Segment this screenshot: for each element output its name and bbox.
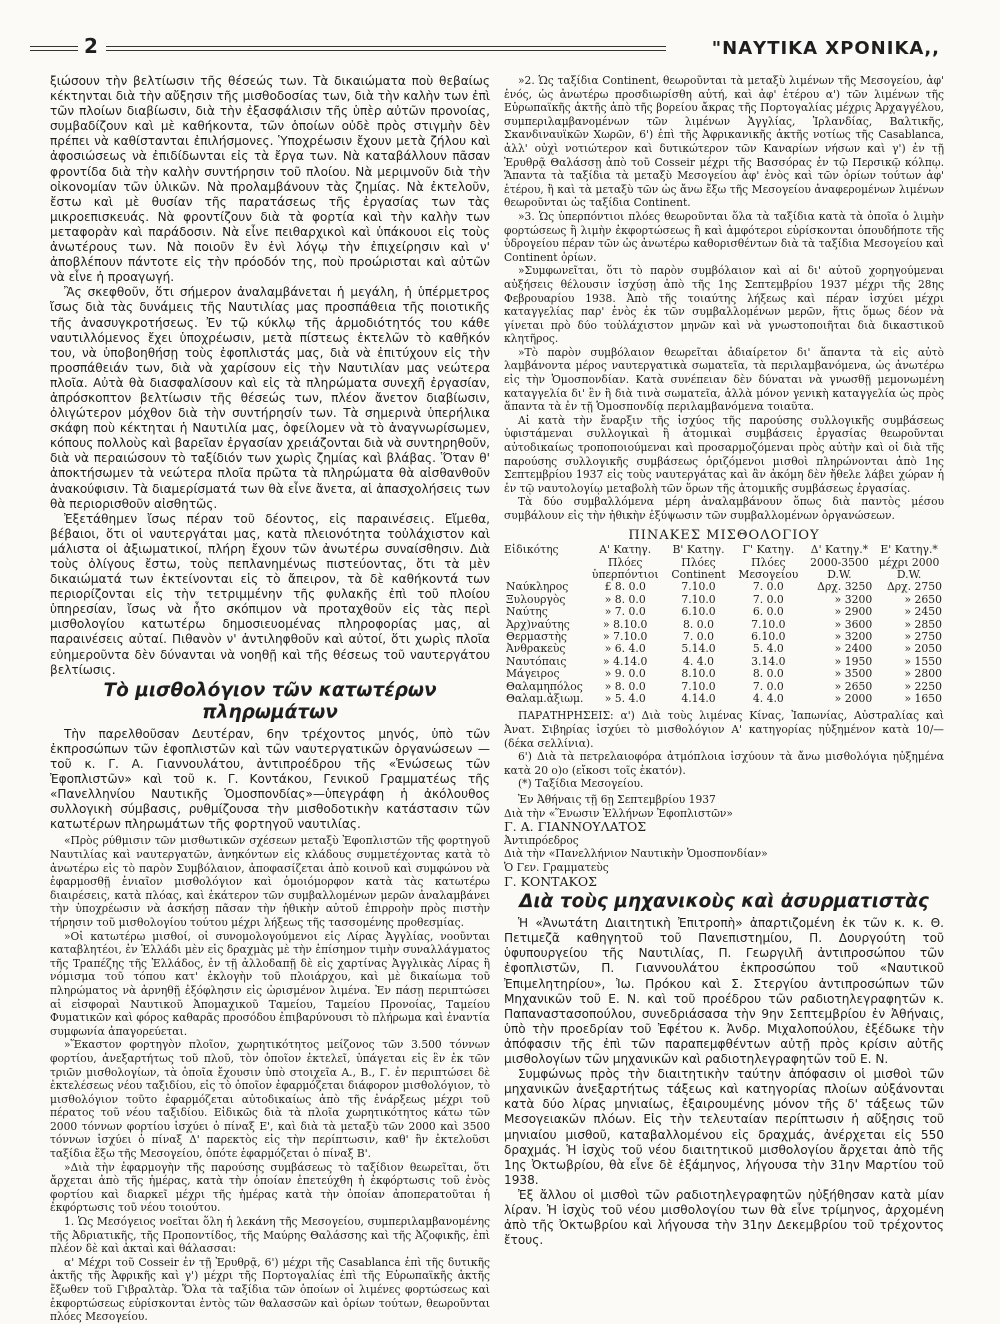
paragraph: »Τὸ παρὸν συμβόλαιον θεωρεῖται ἀδιαίρετον δι' ἅπαντα τὰ εἰς αὐτὸ λαμβάνοντα μέρος ναυτεργατικὰ σωματεῖα, τὰ περιλαμβανόμενα, ὡς ἀνωτέρω εἰς τὴν Ὁμοσπονδίαν. Κατὰ συνέπειαν δὲν δύναται νὰ γνωσθῇ μεμονωμένη καταγγελία δι' ἓν ἢ διὰ τινὰ σωματεῖα, ἀλλὰ μόνον γενικὴ καταγγελία ὡς πρὸς ἅπαντα τὰ ἐν τῇ Ὁμοσπονδίᾳ περιλαμβανόμενα τοιαῦτα. <box>504 345 944 414</box>
table-cell: 7. 0.0 <box>683 630 714 644</box>
header-rule-left <box>30 46 78 51</box>
table-cell: » 2250 <box>904 679 942 693</box>
table-cell: » 1550 <box>904 654 942 668</box>
paragraph: Ἂς σκεφθοῦν, ὅτι σήμερον ἀναλαμβάνεται ἡ μεγάλη, ἡ ὑπέρμετρος ἴσως διὰ τὰς δυνάμεις τῆς Ναυτιλίας μας προσπάθεια τῆς ποιοτικῆς τῆς ἀνασυγκροτήσεως. Ἐν τῷ κύκλῳ τῆς ἁρμοδιότητός του κάθε ναυτιλλόμενος ἔχει ὑποχρέωσιν, μετὰ πίστεως ἐκτελῶν τὸ καθῆκόν του, νὰ ὑποβοηθήσῃ τοὺς ἐφοπλιστάς μας, διὰ νὰ ἐπιτύχουν εἰς τὴν προσπάθειάν των, διὰ νὰ χαρίσουν εἰς τὴν Ναυτιλίαν μας νεώτερα πλοῖα. Αὐτὰ θὰ διασφαλίσουν καὶ εἰς τὰ πληρώματα συνεχῆ ἐργασίαν, ἀπρόσκοπτον βελτίωσιν τῆς θέσεώς των, πλέον ἄνετον διαβίωσιν, ὀλιγώτερον μόχθον διὰ τὴν συντήρησίν των. Τὰ σημερινὰ ὑπερήλικα σκάφη ποὺ κέκτηται ἡ Ναυτιλία μας, ὀφείλομεν νὰ τὸ ἀναγνωρίσωμεν, κόπους πολλοὺς καὶ βαρεῖαν ἐργασίαν χρειάζονται διὰ νὰ συντηρηθοῦν, διὰ νὰ περαιώσουν τὸ ταξίδιόν των χωρὶς ζημίας καὶ βλάβας. Ὅταν θ' ἀποκτήσωμεν τὰ νεώτερα πλοῖα πρῶτα τὰ πληρώματα θὰ αἰσθανθοῦν ἀνακούφισιν. Τὰ διαμερίσματά των θὰ εἶνε ἄνετα, αἱ ἀπασχολήσεις των θὰ περιορισθοῦν αἰσθητῶς. <box>50 285 490 511</box>
table-cell: » 3200 <box>834 592 873 606</box>
table-cell: 8. 0.0 <box>683 617 714 631</box>
table-cell: » 3200 <box>834 630 873 644</box>
column-header: Εἰδικότης <box>504 543 559 557</box>
table-cell: Δρχ. 3250 <box>817 580 873 594</box>
table-row <box>504 606 944 618</box>
paragraph: 1. Ὡς Μεσόγειος νοεῖται ὅλη ἡ λεκάνη τῆς Μεσογείου, συμπεριλαμβανομένης τῆς Ἀδριατικῆς, τῆς Προποντίδος, τῆς Μαύρης Θαλάσσης καὶ τῆς Ἀζοφικῆς, ἐπὶ πλέον δὲ καὶ ἀκταὶ καὶ θάλασσαι: <box>50 1215 490 1256</box>
paragraph: »2. Ὡς ταξίδια Continent, θεωροῦνται τὰ μεταξὺ λιμένων τῆς Μεσογείου, ἀφ' ἑνός, ὡς ἀνωτέρω προσδιωρίσθη αὐτή, καὶ ἀφ' ἑτέρου α') τῶν λιμένων τῆς Εὐρωπαϊκῆς ἀκτῆς ἀπὸ τῆς βορείου ἄκρας τῆς Πορτογαλίας μέχρις Ἀρχαγγέλου, συμπεριλαμβανομένων τῶν λιμένων Ἀγγλίας, Ἰρλανδίας, Βαλτικῆς, Σκανδιναυϊκῶν Χωρῶν, 6') ἐπὶ τῆς Ἀφρικανικῆς ἀκτῆς νοτίως τῆς Casablanca, ἀλλ' οὐχὶ νοτιώτερον καὶ δυτικώτερον τῶν Καναρίων νήσων καὶ γ') ἐν τῇ Ἐρυθρᾷ Θαλάσσῃ ἀπὸ τοῦ Cosseir μέχρι τῆς Βασσόρας ἐν τῷ Περσικῷ κόλπῳ. Ἅπαντα τὰ ταξίδια τὰ μεταξὺ Μεσογείου ἀφ' ἑνὸς καὶ τῶν ὁρίων τούτων ἀφ' ἑτέρου, ἢ καὶ τὰ μεταξὺ τῶν ὡς ἄνω ἔξω τῆς Μεσογείου ἀναφερομένων λιμένων θεωροῦνται ὡς ταξίδια Continent. <box>504 74 944 210</box>
column-header: Β' Κατηγ. Πλόες Continent <box>671 543 726 581</box>
table-cell: » 4.14.0 <box>603 654 648 668</box>
table-row <box>504 631 944 643</box>
table-cell: » 2050 <box>904 642 942 656</box>
table-cell: 7.10.0 <box>681 679 716 693</box>
paragraph: Συμφώνως πρὸς τὴν διαιτητικὴν ταύτην ἀπόφασιν οἱ μισθοὶ τῶν μηχανικῶν ἀνεξαρτήτως τάξεως καὶ κατηγορίας πλοίων αὐξάνονται κατὰ δύο λίρας μηνιαίως, ἐξαιρουμένης μόνον τῆς δ' τάξεως τῶν Μεσογειακῶν πλόων. Εἰς τὴν τελευταίαν περίπτωσιν ἡ αὔξησις τοῦ μηνιαίου μισθοῦ, καταβαλλομένου εἰς δραχμάς, ἀνέρχεται εἰς 550 δραχμάς. Ἡ ἰσχὺς τοῦ νέου διαιτητικοῦ μισθολογίου ἄρχεται ἀπὸ τῆς 1ης Ὀκτωβρίου, θὰ εἶνε δὲ ἑξάμηνος, λήγουσα τὴν 31ην Μαρτίου τοῦ 1938. <box>504 1067 944 1187</box>
paragraph: »Συμφωνεῖται, ὅτι τὸ παρὸν συμβόλαιον καὶ αἱ δι' αὐτοῦ χορηγούμεναι αὐξήσεις θέλουσιν ἰσχύσῃ ἀπὸ τῆς 1ης Σεπτεμβρίου 1937 μέχρι τῆς 28ης Φεβρουαρίου 1938. Ἀπὸ τῆς τοιαύτης λήξεως καὶ πέραν ἰσχύει μέχρι καταγγελίας παρ' ἑνὸς ἐκ τῶν συμβαλλομένων μερῶν, ἥτις ὅμως δέον νὰ γίνεται πρὸ δύο τοὐλάχιστον μηνῶν καὶ νὰ γνωστοποιῆται διὰ δικαστικοῦ κλητῆρος. <box>504 264 944 346</box>
note: 6') Διὰ τὰ πετρελαιοφόρα ἀτμόπλοια ἰσχύουν τὰ ἄνω μισθολόγια ηὐξημένα κατὰ 20 ο)ο (εἴκοσι τοῖς ἑκατόν). <box>504 750 944 777</box>
table-row <box>504 693 944 705</box>
table-cell: 8.10.0 <box>681 667 716 681</box>
table-cell: » 1650 <box>904 692 942 706</box>
table-cell: Δρχ. 2750 <box>886 580 942 594</box>
table-cell: » 3600 <box>834 617 873 631</box>
table-cell-specialty: Ναύκληρος <box>506 580 569 594</box>
table-cell: » 8. 0.0 <box>604 592 646 606</box>
table-row <box>504 594 944 606</box>
agreement-text <box>50 834 490 1323</box>
table-cell-specialty: Ἀρχ)ναύτης <box>506 617 570 631</box>
paragraph: »Ἕκαστον φορτηγὸν πλοῖον, χωρητικότητος μείζονος τῶν 3.500 τόννων φορτίου, ἀνεξαρτήτως τοῦ πλοῦ, τὸν ὁποῖον ἐκτελεῖ, ὑπάγεται εἰς ἓν ἐκ τῶν τριῶν μισθολογίων, τὰ ὁποῖα ἔχουσιν ὑπὸ στοιχεῖα Α., Β., Γ. ἐν περιπτώσει δὲ ἐκτελέσεως νέου ταξιδίου, εἰς τὸ ὁποῖον ἐφαρμόζεται διάφορον μισθολόγιον, τὸ μισθολόγιον τοῦτο ἐφαρμόζεται αὐτοδικαίως ἀπὸ τῆς ἐνάρξεως μέχρι τοῦ πέρατος τοῦ νέου ταξιδίου. Εἰδικῶς διὰ τὰ πλοῖα χωρητικότητος κάτω τῶν 2000 τόννων φορτίου ἰσχύει ὁ πίναξ Ε', καὶ διὰ τὰ μεταξὺ τῶν 2000 καὶ 3500 τόννων ἰσχύει ὁ πίναξ Δ' παρεκτὸς εἰς τὴν περίπτωσιν, καθ' ἣν ἐκτελοῦσι ταξίδια ἔξω τῆς Μεσογείου, ὁπότε ἐφαρμόζεται ὁ πίναξ Β'. <box>50 1038 490 1161</box>
table-cell: £ 8. 0.0 <box>604 580 646 594</box>
right-column <box>504 74 944 1248</box>
table-cell: 6. 0.0 <box>752 605 784 619</box>
table-cell: » 7. 0.0 <box>604 605 646 619</box>
table-cell: 7.10.0 <box>751 617 786 631</box>
table-cell-specialty: Ξυλουργὸς <box>506 592 566 606</box>
paragraph: »Διὰ τὴν ἐφαρμογὴν τῆς παρούσης συμβάσεως τὸ ταξίδιον θεωρεῖται, ὅτι ἄρχεται ἀπὸ τῆς ἡμέρας, κατὰ τὴν ὁποίαν ἐπετεύχθη ἡ ἐκφόρτωσις τοῦ ἐνὸς φορτίου καὶ διαρκεῖ μέχρι τῆς ἡμέρας κατὰ τὴν ὁποίαν ἀποπερατοῦται ἡ ἐκφόρτωσις τοῦ νέου τοιούτου. <box>50 1160 490 1215</box>
table-cell: » 8.10.0 <box>603 617 648 631</box>
signature-role: Ἀντιπρόεδρος <box>504 833 579 847</box>
signatures <box>504 793 944 888</box>
table-cell: » 2900 <box>834 605 873 619</box>
table-cell: 7. 0.0 <box>752 592 784 606</box>
journal-title: "ΝΑΥΤΙΚΑ ΧΡΟΝΙΚΑ,, <box>711 38 940 59</box>
paragraph: Ἐξ ἄλλου οἱ μισθοὶ τῶν ραδιοτηλεγραφητῶν ηὐξήθησαν κατὰ μίαν λίραν. Ἡ ἰσχὺς τοῦ νέου μισθολογίου των θὰ εἶνε τρίμηνος, ἀρχομένη ἀπὸ τῆς Ὀκτωβρίου καὶ λήγουσα τὴν 31ην Δεκεμβρίου τοῦ τρέχοντος ἔτους. <box>504 1187 944 1248</box>
table-cell: 3.14.0 <box>751 654 786 668</box>
table-cell: » 9. 0.0 <box>604 667 646 681</box>
signature-date: Ἐν Ἀθήναις τῇ 6ῃ Σεπτεμβρίου 1937 <box>518 793 716 807</box>
column-header: Δ' Κατηγ.* 2000-3500 D.W. <box>810 543 869 581</box>
note: (*) Ταξίδια Μεσογείου. <box>518 777 644 791</box>
table-cell-specialty: Ἀνθρακεὺς <box>506 642 566 656</box>
agreement-continued <box>504 74 944 523</box>
table-notes <box>504 709 944 791</box>
table-cell-specialty: Θερμαστὴς <box>506 630 567 644</box>
paragraph: «Πρὸς ρύθμισιν τῶν μισθωτικῶν σχέσεων μεταξὺ Ἐφοπλιστῶν τῆς φορτηγοῦ Ναυτιλίας καὶ ναυτεργατῶν, ἀνηκόντων εἰς κλάδους συμμετέχοντας κατὰ τὸ ἀνωτέρω εἰς τὸ παρὸν Συμβόλαιον, ἀποφασίζεται ἀπὸ κοινοῦ καὶ συμφώνου νὰ ἐφαρμοσθῇ ἑνιαῖον μισθολόγιον καὶ ὁμοιόμορφον κατὰ τὰς κατωτέρω διαιρέσεις, κατὰ πλόας, καὶ ἑκάτερον τῶν συμβαλλομένων μερῶν ἀναλαμβάνει τὴν ὑποχρέωσιν νὰ ἀσκήσῃ πᾶσαν τὴν ἠθικὴν αὐτοῦ ἐπιρροὴν πρὸς πιστὴν τήρησιν τοῦ μισθολογίου τούτου μέχρι λήξεως τῆς τασσομένης προθεσμίας. <box>50 834 490 929</box>
column-header: Α' Κατηγ. Πλόες ὑπερπόντιοι <box>591 543 659 581</box>
table-cell: 7.10.0 <box>681 580 716 594</box>
paragraph: ξιώσουν τὴν βελτίωσιν τῆς θέσεώς των. Τὰ δικαιώματα ποὺ θεβαίως κέκτηνται διὰ τὴν αὔξησιν τῆς μισθοδοσίας των, διὰ τὴν καλὴν των ἐπὶ τῶν πλοίων διαβίωσιν, διὰ τὴν ἐξασφάλισιν τῆς ὑπὲρ αὐτῶν προνοίας, συμβαδίζουν καὶ μὲ καθήκοντα, τῶν ὁποίων οὐδὲ πρὸς στιγμὴν δὲν πρέπει νὰ καθίστανται ἐπιλήσμονες. Ὑποχρέωσιν ἔχουν μετὰ ζήλου καὶ ἀφοσιώσεως νὰ ἐπιδίδωνται εἰς τὰ ἔργα των. Νὰ καταβάλλουν πᾶσαν φροντίδα διὰ τὴν καλὴν συντήρησιν τοῦ πλοίου. Νὰ μεριμνοῦν διὰ τὴν οἰκονομίαν τῶν ὑλικῶν. Νὰ προλαμβάνουν τὰς ζημίας. Νὰ ἐκτελοῦν, ἔστω καὶ μὲ θυσίαν τῆς παρατάσεως τῆς ἐργασίας των τὰς μικροεπισκευάς. Νὰ φροντίζουν διὰ τὰ φορτία καὶ τὴν καλὴν των μεταφορὰν καὶ παράδοσιν. Νὰ εἶνε πειθαρχικοὶ καὶ ὑπάκουοι εἰς τοὺς ἀνωτέρους των. Νὰ ποιοῦν ἓν ἑνὶ λόγῳ τὴν ἐπιχείρησιν καὶ ν' ἀποβλέπουν πάντοτε εἰς τὴν πρόοδόν της, ποὺ προώρισται καὶ αὐτῶν νὰ εἶνε ἡ προαγωγή. <box>50 74 490 285</box>
column-header: Ε' Κατηγ.* μέχρι 2000 D.W. <box>878 543 940 581</box>
table-cell: » 1950 <box>834 654 873 668</box>
table-cell: 6.10.0 <box>751 630 786 644</box>
article-title: Τὸ μισθολόγιον τῶν κατωτέρων πληρωμάτων <box>103 679 437 723</box>
table-cell: 7.10.0 <box>681 592 716 606</box>
table-row <box>504 581 944 593</box>
wage-tables <box>504 529 944 706</box>
table-row <box>504 643 944 655</box>
table-cell: » 2400 <box>834 642 873 656</box>
paragraph: Αἱ κατὰ τὴν ἔναρξιν τῆς ἰσχύος τῆς παρούσης συλλογικῆς συμβάσεως ὑφιστάμεναι συλλογικαὶ ἢ ἀτομικαὶ συμβάσεις ἐργασίας θεωροῦνται αὐτοδικαίως τροποποιούμεναι καὶ προσαρμοζόμεναι πρὸς αὐτὴν καὶ οἱ διὰ τῆς παρούσης συλλογικῆς συμβάσεως ὁριζόμενοι μισθοὶ πληρώνονται ἀπὸ 1ης Σεπτεμβρίου 1937 εἰς τοὺς ναυτεργάτας καὶ ἂν ἀκόμη δὲν ἤθελε λάβει χώραν ἡ ἐν τῷ ναυτολογίῳ μεταβολὴ τῶν ὅρων τῆς ἀτομικῆς συμβάσεως ἐργασίας. <box>504 413 944 495</box>
table-cell: » 5. 4.0 <box>604 692 646 706</box>
table-cell-specialty: Θαλαμ.ἀξιωμ. <box>506 692 584 706</box>
signature-line: Διὰ τὴν «Ἕνωσιν Ἑλλήνων Ἐφοπλιστῶν» <box>504 806 733 820</box>
table-cell: » 2650 <box>834 679 873 693</box>
signature-role: Ὁ Γεν. Γραμματεὺς <box>504 861 609 874</box>
editorial-text <box>50 74 490 678</box>
paragraph: Τὴν παρελθοῦσαν Δευτέραν, 6ην τρέχοντος μηνός, ὑπὸ τῶν ἐκπροσώπων τῶν ἐφοπλιστῶν καὶ τῶν ναυτεργατικῶν ὀργανώσεων — τοῦ κ. Γ. Α. Γιαννουλάτου, ἀντιπροέδρου τῆς «Ἑνώσεως τῶν Ἐφοπλιστῶν» καὶ τοῦ κ. Γ. Κοντάκου, Γενικοῦ Γραμματέως τῆς «Πανελληνίου Ναυτικῆς Ὁμοσπονδίας»—ὑπεγράφη ἡ ἀκόλουθος συλλογικὴ σύμβασις, ρυθμίζουσα τὴν μισθοδοτικὴν κατάστασιν τῶν κατωτέρων πληρωμάτων τῆς φορτηγοῦ ναυτιλίας. <box>50 726 490 832</box>
table-cell: » 2850 <box>904 617 942 631</box>
article-title: Διὰ τοὺς μηχανικοὺς καὶ ἀσυρματιστὰς <box>519 891 929 913</box>
paragraph: Ἡ «Ἀνωτάτη Διαιτητικὴ Ἐπιτροπὴ» ἀπαρτιζομένη ἐκ τῶν κ. κ. Θ. Πετιμεζᾶ καθηγητοῦ τοῦ Πανεπιστημίου, Π. Δουργούτη τοῦ ὑφυπουργείου τῆς Ναυτιλίας, Π. Γεωργιλῆ ἀντιπροσώπου τῶν ἐφοπλιστῶν, Π. Γιαννουλάτου ἐκπροσώπου τοῦ «Ναυτικοῦ Ἐπιμελητηρίου», Ἰω. Πρόκου καὶ Σ. Στεργίου ἀντιπροσώπων τῶν Μηχανικῶν τοῦ Ε. Ν. καὶ τοῦ προέδρου τῶν ραδιοτηλεγραφητῶν κ. Παπαναστασοπούλου, συνεδριάσασα τὴν 9ην Σεπτεμβρίου ἐν Ἀθήναις, ὑπὸ τὴν προεδρίαν τοῦ Ἐφέτου κ. Ἀνδρ. Μιχαλοπούλου, ἐξέδωκε τὴν ἀπόφασιν τῆς ἐπὶ τῶν παραπεμφθέντων αὐτῇ πρὸς κρίσιν αὐτῆς μισθολογίων τῶν μηχανικῶν καὶ ραδιοτηλεγραφητῶν τοῦ Ε. Ν. <box>504 916 944 1067</box>
table-cell: » 2650 <box>904 592 942 606</box>
signature-line: Διὰ τὴν «Πανελλήνιον Ναυτικὴν Ὁμοσπονδίαν» <box>504 847 768 861</box>
paragraph: Ἐξετάθημεν ἴσως πέραν τοῦ δέοντος, εἰς παραινέσεις. Εἴμεθα, βέβαιοι, ὅτι οἱ ναυτεργάται μας, κατὰ πλειονότητα τοὐλάχιστον καὶ μάλιστα οἱ ἀξιωματικοί, πλήρη ἔχουν τῶν ἀνωτέρω συναίσθησιν. Διὰ τοὺς ὀλίγους ἔστω, τοὺς πεπλανημένως πιστεύοντας, ὅτι τὰ μὲν δικαιώματά των ἐκτείνονται εἰς τὸ ἄπειρον, τὰ δὲ καθήκοντά των περιορίζονται εἰς τὴν τετριμμένην τῆς φυλακῆς ἐπὶ τοῦ πλοίου ὑπηρεσίαν, ἴσως νὰ ἦτο σκόπιμον νὰ προταχθοῦν εἰς τὰς περὶ μισθολογίου κατωτέρω δημοσιευομένας πληροφορίας μας, αἱ παραινέσεις αὐταί. Πιθανὸν ν' ἀντιληφθοῦν καὶ αὐτοί, ὅτι χωρὶς πλοῖα εὐημεροῦντα δὲν δύνανται νὰ νοηθῇ καὶ τῆς θέσεως τοῦ ναυτεργάτου βελτίωσις. <box>50 511 490 677</box>
left-column <box>50 74 490 1324</box>
table-row <box>504 656 944 668</box>
table-cell: » 2000 <box>834 692 873 706</box>
signature-name: Γ. Α. ΓΙΑΝΝΟΥΛΑΤΟΣ <box>504 819 647 835</box>
table-cell: 8. 0.0 <box>752 667 784 681</box>
header-rule-middle <box>106 46 666 51</box>
wage-table <box>504 544 944 705</box>
table-cell-specialty: Θαλαμηπόλος <box>506 679 583 693</box>
page-header <box>30 36 970 62</box>
table-cell: » 2450 <box>904 605 942 619</box>
table-cell: 5. 4.0 <box>752 642 784 656</box>
table-cell: » 2800 <box>904 667 942 681</box>
table-cell: 7. 0.0 <box>752 679 784 693</box>
page-number: 2 <box>84 34 98 58</box>
article-body <box>504 916 944 1248</box>
paragraph: »3. Ὡς ὑπερπόντιοι πλόες θεωροῦνται ὅλα τὰ ταξίδια κατὰ τὰ ὁποῖα ὁ λιμὴν φορτώσεως ἢ λιμὴν ἐκφορτώσεως ἢ καὶ ἀμφότεροι εὑρίσκονται ὁπουδήποτε τῆς ὑδρογείου πέραν τῶν ὡς ἀνωτέρω καθορισθέντων διὰ τὰ ταξίδια Μεσογείου καὶ Continent ὁρίων. <box>504 209 944 264</box>
table-cell: 4. 4.0 <box>683 654 714 668</box>
paragraph: Τὰ δύο συμβαλλόμενα μέρη ἀναλαμβάνουν ὅπως διὰ παντὸς μέσου συμβάλουν εἰς τὴν ἠθικὴν ἐξύψωσιν τῶν συμβαλλομένων ὀργανώσεων. <box>504 495 944 522</box>
table-cell-specialty: Ναύτης <box>506 605 548 619</box>
paragraph: »Οἱ κατωτέρω μισθοί, οἱ συνομολογούμενοι εἰς Λίρας Ἀγγλίας, νοοῦνται καταβλητέοι, ἐν Ἑλλάδι μὲν εἰς δραχμὰς μὲ τὴν ἐπίσημον τιμὴν συναλλάγματος τῆς Τραπέζης τῆς Ἑλλάδος, ἐν τῇ ἀλλοδαπῇ δὲ εἰς χαρτίνας Ἀγγλικὰς Λίρας ἢ νόμισμα τοῦ τόπου κατ' ἐκλογὴν τοῦ πλοιάρχου, καὶ μὲ δικαίωμα τοῦ πληρώματος νὰ ἀρνηθῇ ἐξόφλησιν εἰς ὡρισμένον λιμένα. Ἐν πάσῃ περιπτώσει αἱ εἰσφοραὶ Ναυτικοῦ Ἀπομαχικοῦ Ταμείου, Ταμείου Προνοίας, Ταμείου Φυματικῶν καὶ φόρος καθαρᾶς προσόδου ἐπιβαρύνουσι τὸ πλήρωμα καὶ ἐναντία συμφωνία ἀπαγορεύεται. <box>50 929 490 1038</box>
column-header: Γ' Κατηγ. Πλόες Μεσογείου <box>738 543 799 581</box>
note: ΠΑΡΑΤΗΡΗΣΕΙΣ: α') Διὰ τοὺς λιμένας Κίνας, Ἰαπωνίας, Αὐστραλίας καὶ Ἀνατ. Σιβηρίας ἰσχύει τὸ μισθολόγιον Α' κατηγορίας ηὐξημένον κατὰ 10/— (δέκα σελλίνια). <box>504 709 944 750</box>
paragraph: α' Μέχρι τοῦ Cosseir ἐν τῇ Ἐρυθρᾷ, 6') μέχρι τῆς Casablanca ἐπὶ τῆς δυτικῆς ἀκτῆς τῆς Ἀφρικῆς καὶ γ') μέχρι τῆς Πορτογαλίας ἐπὶ τῆς Εὐρωπαϊκῆς ἀκτῆς ἔξωθεν τοῦ Γιβραλτὰρ. Ὅλα τὰ ταξίδια τῶν ὁποίων οἱ λιμένες φορτώσεως καὶ ἐκφορτώσεως εὑρίσκονται ἐντὸς τῶν θαλασσῶν καὶ ὁρίων τούτων, θεωροῦνται πλόες Μεσογείου. <box>50 1255 490 1324</box>
table-cell: » 8. 0.0 <box>604 679 646 693</box>
table-cell-specialty: Ναυτόπαις <box>506 654 567 668</box>
article-intro <box>50 727 490 833</box>
table-header-row <box>504 544 944 581</box>
table-cell: » 2750 <box>904 630 942 644</box>
wage-table-body <box>504 581 944 705</box>
signature-name: Γ. ΚΟΝΤΑΚΟΣ <box>504 873 597 889</box>
table-cell: 4. 4.0 <box>752 692 784 706</box>
table-cell: » 3500 <box>834 667 873 681</box>
table-cell: 7. 0.0 <box>752 580 784 594</box>
table-cell-specialty: Μάγειρος <box>506 667 560 681</box>
table-title: ΠΙΝΑΚΕΣ ΜΙΣΘΟΛΟΓΙΟΥ <box>628 527 820 543</box>
table-row <box>504 619 944 631</box>
table-cell: » 7.10.0 <box>603 630 648 644</box>
table-cell: 6.10.0 <box>681 605 716 619</box>
table-cell: 5.14.0 <box>681 642 716 656</box>
table-cell: 4.14.0 <box>681 692 716 706</box>
table-cell: » 6. 4.0 <box>604 642 646 656</box>
table-row <box>504 668 944 680</box>
